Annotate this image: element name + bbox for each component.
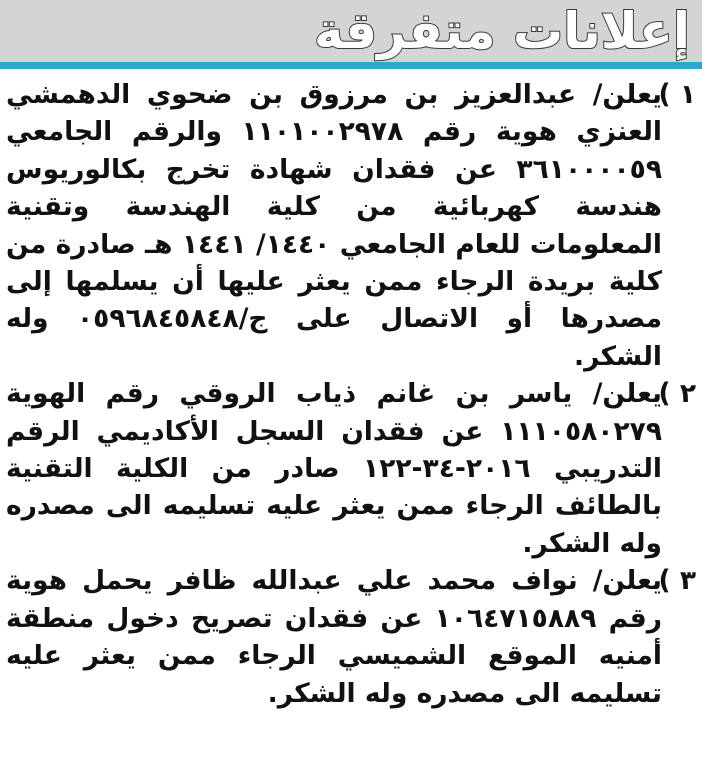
- announcement-item: [6, 76, 696, 375]
- announcement-number: ١ ): [658, 79, 696, 110]
- announcement-text: يعلن/ عبدالعزيز بن مرزوق بن ضحوي الدهمشي العنزي هوية رقم ١١٠١٠٠٢٩٧٨ والرقم الجامعي ٣٦١٠٠٠٠٥٩ عن فقدان شهادة تخرج بكالوريوس هندسة كهربائية من كلية الهندسة وتقنية المعلومات للعام الجامعي ١٤٤٠/ ١٤٤١ هـ صادرة من كلية بريدة الرجاء ممن يعثر عليها أن يسلمها إلى مصدرها أو الاتصال على ج/٠٥٩٦٨٤٥٨٤٨ وله الشكر.: [6, 79, 663, 372]
- section-header: [0, 0, 702, 62]
- section-title: إعلانات متفرقة: [314, 2, 690, 60]
- announcement-text: يعلن/ ياسر بن غانم ذياب الروقي رقم الهوية ١١١٠٥٨٠٢٧٩ عن فقدان السجل الأكاديمي الرقم التدريبي ٢٠١٦-٣٤-١٢٢ صادر من الكلية التقنية بالطائف الرجاء ممن يعثر عليه تسليمه الى مصدره وله الشكر.: [6, 378, 662, 559]
- announcement-number: ٢ ): [658, 378, 696, 410]
- header-divider: [0, 62, 702, 69]
- announcement-number: ٣ ): [658, 565, 696, 597]
- announcement-text: يعلن/ نواف محمد علي عبدالله ظافر يحمل هوية رقم ١٠٦٤٧١٥٨٨٩ عن فقدان تصريح دخول منطقة أمنيه الموقع الشميسي الرجاء ممن يعثر عليه تسليمه الى مصدره وله الشكر.: [6, 565, 662, 709]
- announcement-item: [6, 375, 696, 562]
- announcements-list: [6, 76, 696, 712]
- announcement-item: [6, 562, 696, 712]
